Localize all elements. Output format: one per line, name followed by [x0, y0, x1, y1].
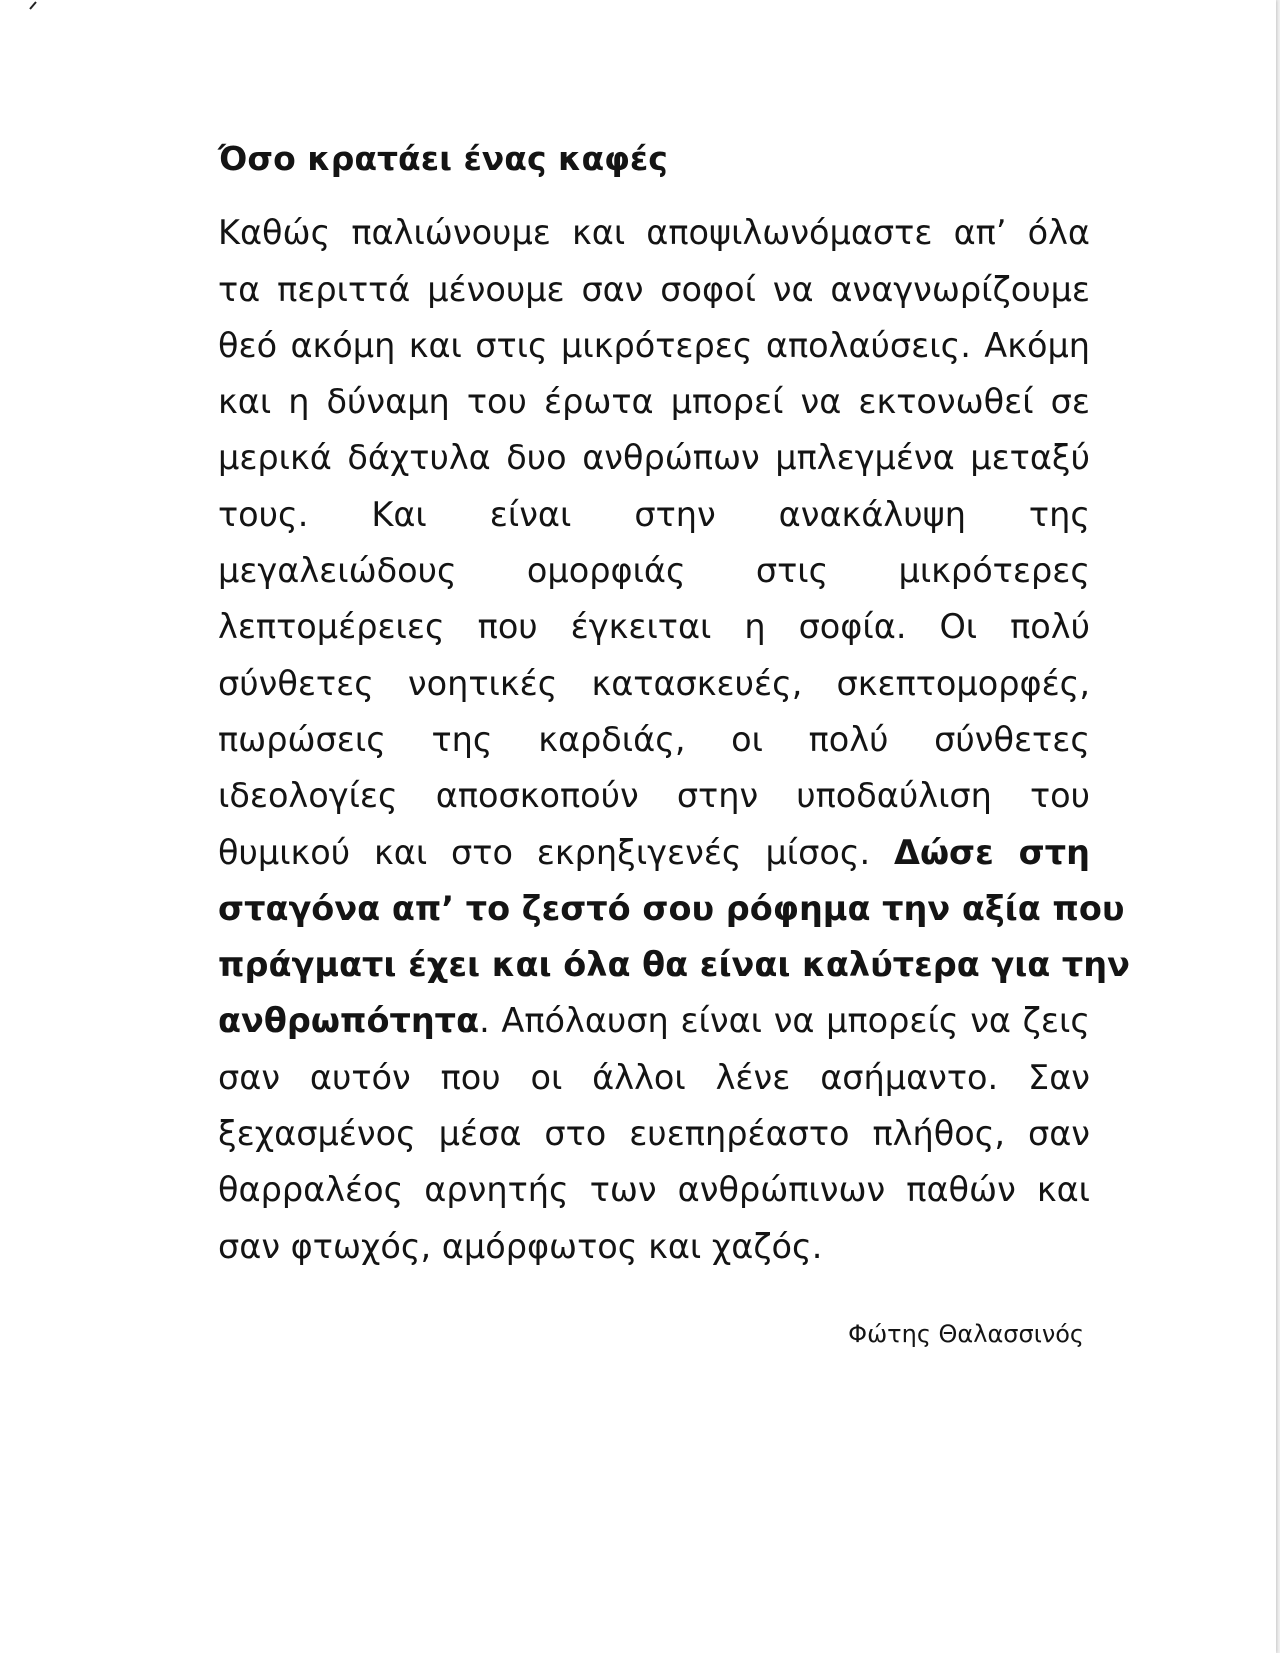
paragraph-line — [218, 205, 1090, 261]
text-segment: . Απόλαυση είναι να μπορείς να ζεις — [479, 1001, 1090, 1041]
paragraph-line — [218, 656, 1090, 712]
bold-text-segment: ανθρωπότητα — [218, 1001, 480, 1041]
paragraph-line — [218, 1219, 1090, 1275]
paragraph-line — [218, 1162, 1090, 1218]
text-segment: σαν αυτόν που οι άλλοι λένε ασήμαντο. Σαν — [218, 1057, 1090, 1097]
paragraph-line — [218, 374, 1090, 430]
document-content — [218, 138, 1130, 1275]
bold-text-segment: σταγόνα απ’ το ζεστό σου ρόφημα την αξία που — [218, 888, 1125, 928]
paragraph-line — [218, 993, 1090, 1049]
author-signature-block — [0, 1320, 1084, 1354]
paragraph-line — [218, 937, 1130, 993]
text-segment: Καθώς παλιώνουμε και αποψιλωνόμαστε απ’ όλα — [218, 213, 1090, 253]
paragraph-line — [218, 430, 1090, 486]
text-segment: ξεχασμένος μέσα στο ευεπηρέαστο πλήθος, σαν — [218, 1114, 1090, 1153]
text-segment: μεγαλειώδους ομορφιάς στις μικρότερες — [218, 551, 1090, 591]
text-segment: μερικά δάχτυλα δυο ανθρώπων μπλεγμένα μεταξύ — [218, 438, 1090, 478]
paragraph-line — [218, 599, 1090, 655]
paragraph-line — [218, 1050, 1090, 1106]
document-body — [218, 205, 1130, 1275]
text-segment: και η δύναμη του έρωτα μπορεί να εκτονωθεί σε — [218, 382, 1090, 422]
bold-text-segment: Δώσε στη — [894, 832, 1090, 872]
text-segment: τα περιττά μένουμε σαν σοφοί να αναγνωρίζουμε — [218, 269, 1090, 309]
text-segment: θαρραλέος αρνητής των ανθρώπινων παθών και — [218, 1170, 1090, 1210]
paragraph-line — [218, 487, 1090, 543]
text-segment: ιδεολογίες αποσκοπούν στην υποδαύλιση του — [218, 776, 1090, 816]
author-name: Φώτης Θαλασσινός — [848, 1320, 1084, 1348]
text-segment: θυμικού και στο εκρηξιγενές μίσος. — [218, 832, 895, 872]
paragraph-line — [218, 881, 1125, 937]
text-segment: σαν φτωχός, αμόρφωτος και χαζός. — [218, 1226, 823, 1266]
document-title: Όσο κρατάει ένας καφές — [218, 139, 668, 178]
page-corner-mark — [0, 0, 40, 10]
paragraph-line — [218, 712, 1090, 768]
paragraph-line — [218, 318, 1090, 374]
paragraph-line — [218, 768, 1090, 824]
text-segment: σύνθετες νοητικές κατασκευές, σκεπτομορφές, — [218, 663, 1090, 703]
bold-text-segment: πράγματι έχει και όλα θα είναι καλύτερα για την — [218, 945, 1130, 985]
text-segment: θεό ακόμη και στις μικρότερες απολαύσεις. Ακόμη — [218, 325, 1090, 365]
paragraph-line — [218, 1106, 1090, 1162]
text-segment: λεπτομέρειες που έγκειται η σοφία. Οι πολύ — [218, 607, 1090, 647]
text-segment: πωρώσεις της καρδιάς, οι πολύ σύνθετες — [218, 719, 1090, 759]
paragraph-line — [218, 262, 1090, 318]
paragraph-line — [218, 543, 1090, 599]
paragraph-line — [218, 825, 1090, 881]
text-segment: τους. Και είναι στην ανακάλυψη της — [218, 494, 1090, 534]
